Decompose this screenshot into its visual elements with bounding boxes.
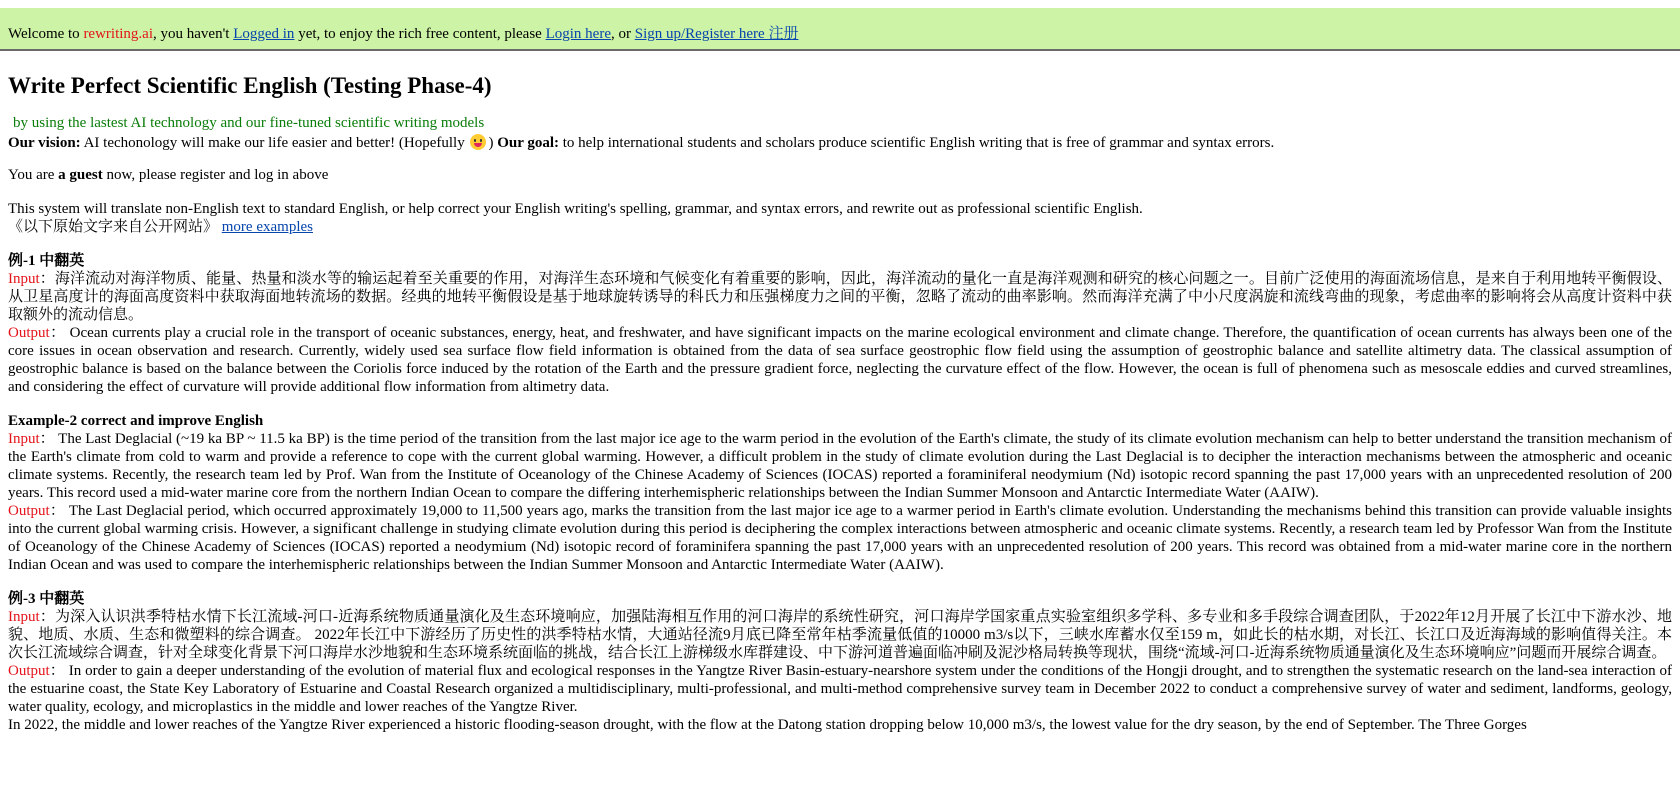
input-label: Input [8, 609, 40, 625]
guest-prefix: You are [8, 167, 59, 183]
system-description: This system will translate non-English text to standard English, or help correct your English writing's spelling, grammar, and syntax errors, and rewrite out as professional scientific English. [8, 201, 1143, 217]
welcome-mid-3: , or [610, 26, 635, 42]
page-subtitle: by using the lastest AI technology and our fine-tuned scientific writing models [13, 115, 485, 131]
output-text: ： Ocean currents play a crucial role in the transport of oceanic substances, energy, heat, and freshwater, and have significant impacts on the marine ecological environment and climate change. Therefore, the quantification of ocean currents has always been one of the core issues in ocean observation and research. Currently, widely used sea surface flow field information is obtained from the data of sea surface geostrophic flow field using the assumption of geostrophic balance and satellite altimetry data. The classical assumption of geostrophic balance is based on the balance between the Coriolis force induced by the rotation of the Earth and the pressure gradient force, neglecting the curvature effect of the flow. However, the ocean is full of phenomena such as mesoscale eddies and curved streamlines, and considering the effect of curvature will provide additional flow information from altimetry data. [8, 325, 1672, 395]
output-text: ： The Last Deglacial period, which occurred approximately 19,000 to 11,500 years ago, marks the transition from the last major ice age to a warmer period in Earth's climate evolution. Understanding the mechanisms behind this transition can provide valuable insights into the current global warming crisis. However, a significant challenge in studying climate evolution during this period is deciphering the complex interactions between atmospheric and oceanic climate systems. Recently, a research team led by Professor Wan from the Institute of Oceanology of the Chinese Academy of Sciences (IOCAS) reported a neodymium (Nd) isotopic record of foraminifera spanning the past 17,000 years with an unprecedented resolution of 200 years. This record was obtained from a mid-water marine core in the northern Indian Ocean and was used to compare the interhemispheric relationships between the Indian Summer Monsoon and Antarctic Intermediate Water (AAIW). [8, 503, 1672, 573]
example-title: 例-3 中翻英 [8, 591, 85, 607]
output-label: Output [8, 503, 50, 519]
guest-suffix: now, please register and log in above [102, 167, 329, 183]
input-text: ：为深入认识洪季特枯水情下长江流域-河口-近海系统物质通量演化及生态环境响应，加强陆海相互作用的河口海岸的系统性研究，河口海岸学国家重点实验室组织多学科、多专业和多手段综合调查团队，于2022年12月开展了长江中下游水沙、地貌、地质、水质、生态和微塑料的综合调查。 2022年长江中下游经历了历史性的洪季特枯水情，大通站径流9月底已降至常年枯季流量低值的10000 m3/s以下，三峡水库蓄水仅至159 m，如此长的枯水期，对长江、长江口及近海海域的影响值得关注。本次长江流域综合调查，针对全球变化背景下河口海岸水沙地貌和生态环境系统面临的挑战，结合长江上游梯级水库群建设、中下游河道普遍面临冲刷及泥沙格局转换等现状，围绕“流域-河口-近海系统物质通量演化及生态环境响应”问题而开展综合调查。 [8, 609, 1672, 661]
vision-statement [8, 134, 1672, 152]
more-examples-link[interactable]: more examples [221, 219, 313, 235]
welcome-mid-1: , you haven't [153, 26, 234, 42]
input-text: ：海洋流动对海洋物质、能量、热量和淡水等的输运起着至关重要的作用，对海洋生态环境和气候变化有着重要的影响，因此，海洋流动的量化一直是海洋观测和研究的核心问题之一。目前广泛使用的海面流场信息，是来自于利用地转平衡假设、从卫星高度计的海面高度资料中获取海面地转流场的数据。经典的地转平衡假设是基于地球旋转诱导的科氏力和压强梯度力之间的平衡，忽略了流动的曲率影响。然而海洋充满了中小尺度涡旋和流线弯曲的现象，考虑曲率的影响将会从高度计资料中获取额外的流动信息。 [8, 271, 1672, 323]
example-title: 例-1 中翻英 [8, 253, 85, 269]
input-text: ： The Last Deglacial (~19 ka BP ~ 11.5 ka BP) is the time period of the transition from the last major ice age to the warm period in the evolution of the Earth's climate, the study of its climate evolution mechanism can help to better understand the transition mechanism of the Earth's climate from cold to warm and provide a reference to cope with the current global warming. However, a difficult problem in the study of climate evolution during the Last Deglacial is to decipher the interaction mechanisms between the atmospheric and oceanic climate systems. Recently, the research team led by Prof. Wan from the Institute of Oceanology of the Chinese Academy of Sciences (IOCAS) reported a foraminiferal neodymium (Nd) isotopic record spanning the past 17,000 years with an unprecedented resolution of 200 years. This record used a mid-water marine core from the northern Indian Ocean to compare the differing interhemispheric relationships between the Indian Summer Monsoon and Antarctic Intermediate Water (AAIW). [8, 431, 1672, 501]
smiley-icon [470, 134, 486, 150]
example-output [8, 502, 1672, 574]
example-3 [8, 590, 1672, 734]
brand-name: rewriting.ai [83, 26, 153, 42]
page-title: Write Perfect Scientific English (Testing Phase-4) [8, 73, 492, 98]
input-label: Input [8, 271, 40, 287]
output-label: Output [8, 325, 50, 341]
output-text: ： In order to gain a deeper understanding of the evolution of material flux and ecological responses in the Yangtze River Basin-estuary-nearshore system under the conditions of the Hongji drought, and to strengthen the systematic research on the land-sea interaction of the estuarine coast, the State Key Laboratory of Estuarine and Coastal Research organized a multidisciplinary, multi-professional, and multi-method comprehensive survey team in December 2022 to conduct a comprehensive survey of water and sediment, landforms, geology, water quality, ecology, and microplastics in the middle and lower reaches of the Yangtze River. [8, 663, 1672, 715]
source-note-line [8, 218, 1672, 236]
example-output [8, 324, 1672, 396]
example-2 [8, 412, 1672, 574]
vision-text: AI techonology will make our life easier and better! (Hopefully [80, 135, 469, 151]
input-label: Input [8, 431, 40, 447]
example-output-continued: In 2022, the middle and lower reaches of the Yangtze River experienced a historic flooding-season drought, with the flow at the Datong station dropping below 10,000 m3/s, the lowest value for the dry season, by the end of September. The Three Gorges [8, 717, 1527, 733]
vision-label: Our vision: [8, 135, 81, 151]
guest-bold: a guest [58, 167, 103, 183]
output-label: Output [8, 663, 50, 679]
example-input [8, 270, 1672, 324]
welcome-prefix: Welcome to [8, 26, 84, 42]
logged-in-link[interactable]: Logged in [233, 26, 295, 42]
login-notice-bar [0, 8, 1680, 51]
source-note: 《以下原始文字来自公开网站》 [8, 219, 219, 235]
example-input [8, 430, 1672, 502]
signup-link[interactable]: Sign up/Register here 注册 [634, 26, 799, 42]
goal-text: to help international students and scholars produce scientific English writing that is free of grammar and syntax errors. [559, 135, 1275, 151]
vision-close: ) [488, 135, 498, 151]
example-title: Example-2 correct and improve English [8, 413, 264, 429]
guest-status [8, 166, 1672, 184]
login-link[interactable]: Login here [545, 26, 611, 42]
example-input [8, 608, 1672, 662]
main-content [0, 72, 1680, 734]
example-output [8, 662, 1672, 716]
welcome-mid-2: yet, to enjoy the rich free content, please [294, 26, 546, 42]
goal-label: Our goal: [497, 135, 560, 151]
example-1 [8, 252, 1672, 396]
